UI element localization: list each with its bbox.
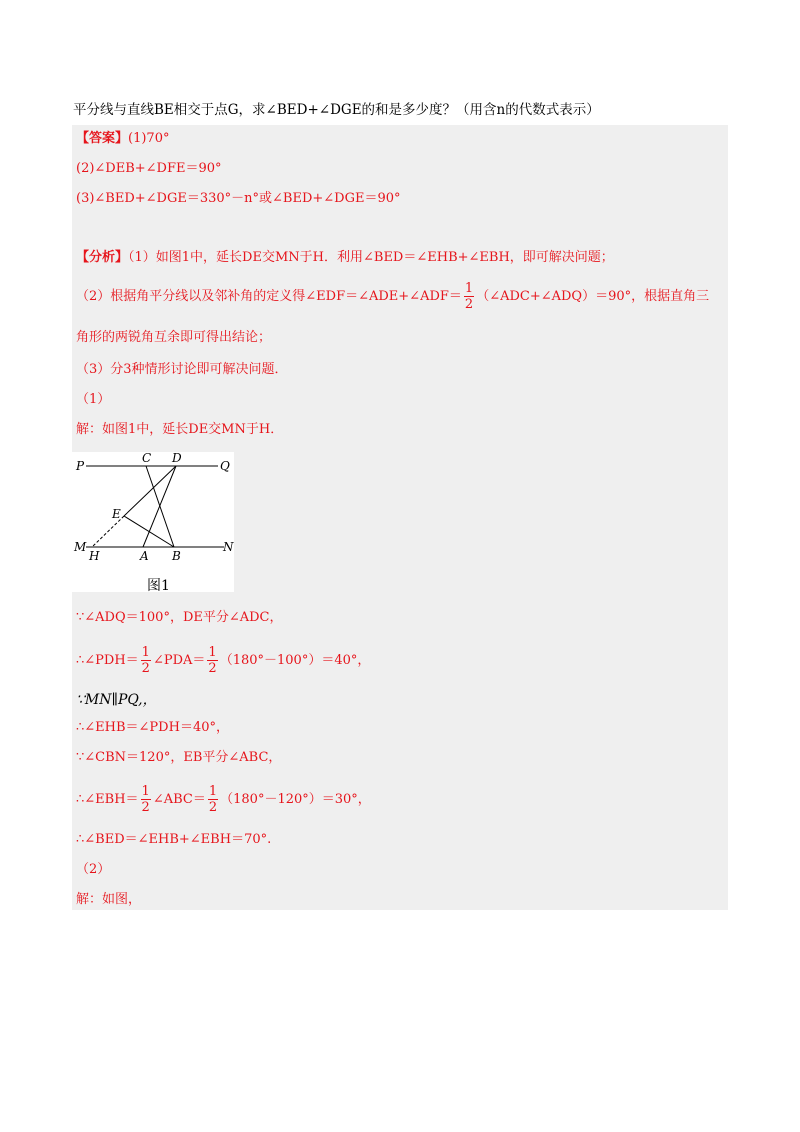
- solution-step-1: ∵∠ADQ＝100°，DE平分∠ADC，: [76, 610, 283, 625]
- geometry-diagram: [72, 452, 234, 592]
- solution-step-3: ∵MN∥PQ,，: [76, 692, 157, 708]
- figure-caption: 图1: [147, 578, 170, 594]
- label-Q: Q: [220, 459, 230, 473]
- solution-step-2: ∴∠PDH＝ $\frac{1}{2}$ ∠PDA＝ $\frac{1}{2}$ （180°－100°）＝40°，: [76, 645, 371, 676]
- analysis-p3: （3）分3种情形讨论即可解决问题．: [76, 362, 288, 377]
- answer-3: (3)∠BED+∠DGE＝330°－n°或∠BED+∠DGE＝90°: [76, 191, 401, 206]
- analysis-p2-post: （∠ADC+∠ADQ）＝90°，根据直角三: [476, 289, 710, 304]
- label-H: H: [89, 549, 100, 563]
- label-B: B: [172, 549, 181, 563]
- solution-step-8: 解：如图，: [76, 892, 142, 907]
- solution-step-5: ∵∠CBN＝120°，EB平分∠ABC，: [76, 750, 282, 765]
- analysis-tag: 【分析】: [76, 250, 129, 265]
- fraction-half: $\frac{1}{2}$: [208, 645, 217, 676]
- answer-2: (2)∠DEB+∠DFE＝90°: [76, 161, 222, 176]
- label-A: A: [140, 549, 149, 563]
- fraction-half: $\frac{1}{2}$: [141, 784, 150, 815]
- label-E: E: [112, 507, 121, 521]
- label-N: N: [223, 540, 234, 554]
- analysis-p2-cont: 角形的两锐角互余即可得出结论；: [76, 330, 272, 345]
- solution-part-2: （2）: [76, 862, 111, 877]
- analysis-line-2: [76, 281, 709, 312]
- answer-1: (1)70°: [128, 131, 170, 146]
- fraction-half: $\frac{1}{2}$: [464, 281, 474, 312]
- solution-part-1: （1）: [76, 392, 111, 407]
- label-P: P: [76, 459, 85, 473]
- question-tail: 平分线与直线BE相交于点G，求∠BED+∠DGE的和是多少度？（用含n的代数式表示）: [73, 102, 600, 118]
- figure-1: [72, 452, 234, 592]
- analysis-p2-pre: （2）根据角平分线以及邻补角的定义得∠EDF＝∠ADE+∠ADF＝: [76, 289, 462, 304]
- label-C: C: [142, 451, 152, 465]
- fraction-half: $\frac{1}{2}$: [208, 784, 218, 815]
- answer-line-1: [76, 130, 169, 148]
- analysis-p1: （1）如图1中，延长DE交MN于H．利用∠BED＝∠EHB+∠EBH，即可解决问题；: [128, 250, 614, 265]
- solution-step-6: ∴∠EBH＝ $\frac{1}{2}$ ∠ABC＝ $\frac{1}{2}$ （180°－120°）＝30°，: [76, 784, 371, 815]
- solution-step-7: ∴∠BED＝∠EHB+∠EBH＝70°.: [76, 832, 272, 847]
- solution-step-4: ∴∠EHB＝∠PDH＝40°，: [76, 720, 229, 735]
- analysis-line-1: [76, 249, 614, 267]
- label-D: D: [172, 451, 182, 465]
- label-M: M: [74, 540, 87, 554]
- fraction-half: $\frac{1}{2}$: [141, 645, 150, 676]
- answer-tag: 【答案】: [76, 131, 129, 146]
- solution-intro: 解：如图1中，延长DE交MN于H．: [76, 422, 284, 437]
